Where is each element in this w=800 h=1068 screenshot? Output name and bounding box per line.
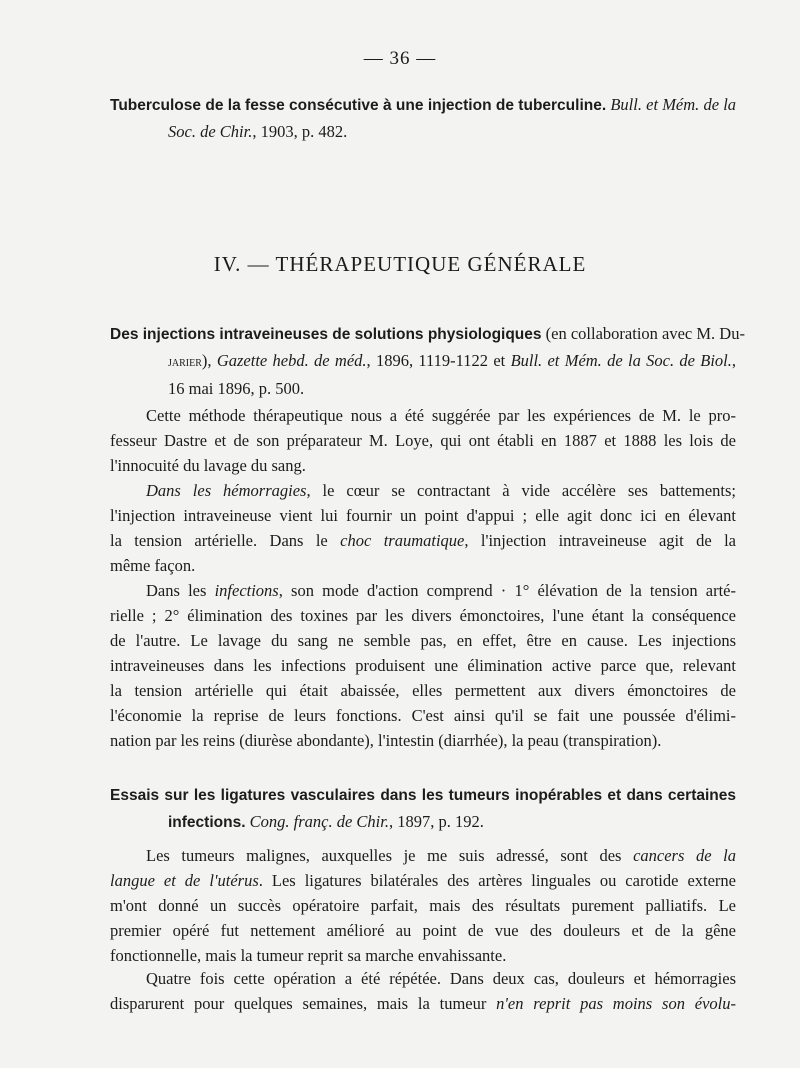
p2-line-3-b: , l'injection intraveineuse agit de la bbox=[464, 531, 736, 550]
p5-line-2 bbox=[110, 991, 736, 1016]
entry-1-ref: Bull. et Mém. de la bbox=[610, 95, 737, 114]
p2-line-1 bbox=[110, 478, 736, 503]
entry-1-ref-pages: , 1903, p. 482. bbox=[252, 122, 348, 141]
entry-3-ref-pages: , 1897, p. 192. bbox=[388, 812, 484, 831]
p1-line-3: l'innocuité du lavage du sang. bbox=[110, 456, 306, 475]
p3-line-1-b: , son mode d'action comprend · 1° élévation de la tension arté- bbox=[278, 581, 736, 600]
p3-line-1 bbox=[110, 578, 736, 603]
entry-2-line-2 bbox=[110, 348, 736, 376]
p3-italic-term: infections bbox=[214, 581, 279, 600]
entry-2-journal-1: Gazette hebd. de méd. bbox=[216, 351, 367, 370]
p4-line-1-a: Les tumeurs malignes, auxquelles je me suis adressé, sont des bbox=[146, 846, 634, 865]
p4-line-4: premier opéré fut nettement amélioré au point de vue des douleurs et de la gêne bbox=[110, 921, 736, 940]
entry-1-line-1 bbox=[110, 92, 736, 119]
p2-line-2: l'injection intraveineuse vient lui fournir un point d'appui ; elle agit donc ici en élevant bbox=[110, 506, 736, 525]
p2-italic-term-2: choc traumatique bbox=[340, 531, 465, 550]
p4-line-2 bbox=[110, 868, 736, 893]
paragraph-2 bbox=[110, 478, 736, 578]
entry-2-title: Des injections intraveineuses de solutions physiologiques bbox=[110, 326, 542, 343]
entry-1-line-2 bbox=[110, 119, 736, 145]
p2-line-1-rest: , le cœur se contractant à vide accélère ses battements; bbox=[306, 481, 736, 500]
p4-italic-1: cancers de la bbox=[633, 846, 736, 865]
p3-line-7: nation par les reins (diurèse abondante), l'intestin (diarrhée), la peau (transpiration). bbox=[110, 731, 662, 750]
p5-line-2-a: disparurent pour quelques semaines, mais la tumeur bbox=[110, 994, 497, 1013]
entry-2-author-sc: jarier bbox=[168, 355, 202, 370]
entry-3-line-2 bbox=[110, 809, 736, 836]
p1-line-2: fesseur Dastre et de son préparateur M. Loye, qui ont établi en 1887 et 1888 les lois de bbox=[110, 431, 736, 450]
page-number: — 36 — bbox=[363, 48, 437, 69]
p2-italic-term: Dans les hémorragies bbox=[146, 481, 307, 500]
entry-3-title-line-1: Essais sur les ligatures vasculaires dans les tumeurs inopérables et dans certaines bbox=[110, 787, 736, 804]
p4-italic-2: langue et de l'utérus bbox=[110, 871, 259, 890]
entry-2-sep-c: , bbox=[731, 351, 736, 370]
paragraph-3 bbox=[110, 578, 736, 753]
entry-2-line-1 bbox=[110, 321, 745, 348]
paragraph-5 bbox=[110, 966, 736, 1016]
entry-2-line-3: 16 mai 1896, p. 500. bbox=[168, 379, 305, 398]
p2-line-3 bbox=[110, 528, 736, 553]
p3-line-2: rielle ; 2° élimination des toxines par les divers émonctoires, l'une étant la conséquence bbox=[110, 606, 736, 625]
p2-line-3-a: la tension artérielle. Dans le bbox=[110, 531, 341, 550]
entry-3-ref: Cong. franç. de Chir. bbox=[249, 812, 389, 831]
p4-line-1 bbox=[110, 843, 736, 868]
bibliography-entry-3 bbox=[110, 782, 736, 836]
p3-line-1-a: Dans les bbox=[146, 581, 215, 600]
p4-line-3: m'ont donné un succès opératoire parfait, mais des résultats purement palliatifs. Le bbox=[110, 896, 736, 915]
entry-2-collab: (en collaboration avec M. Du- bbox=[541, 324, 745, 343]
p5-italic: n'en reprit pas moins son évolu- bbox=[496, 994, 736, 1013]
bibliography-entry-1 bbox=[110, 92, 736, 145]
p4-line-2-rest: . Les ligatures bilatérales des artères linguales ou carotide externe bbox=[258, 871, 736, 890]
p3-line-3: de l'autre. Le lavage du sang ne semble pas, en effet, être en cause. Les injections bbox=[110, 631, 736, 650]
entry-2-sep-a: ), bbox=[201, 351, 217, 370]
p1-line-1: Cette méthode thérapeutique nous a été suggérée par les expériences de M. le pro- bbox=[146, 406, 736, 425]
p2-line-4: même façon. bbox=[110, 556, 196, 575]
p3-line-6: l'économie la reprise de leurs fonctions. C'est ainsi qu'il se fait une poussée d'élimi- bbox=[110, 706, 736, 725]
entry-2-sep-b: , 1896, 1119-1122 et bbox=[366, 351, 511, 370]
p3-line-4: intraveineuses dans les infections produisent une élimination active parce que, relevant bbox=[110, 656, 736, 675]
entry-1-ref-journal: Soc. de Chir. bbox=[168, 122, 253, 141]
section-heading: IV. — THÉRAPEUTIQUE GÉNÉRALE bbox=[213, 252, 587, 276]
entry-3-line-1 bbox=[110, 782, 736, 809]
entry-2-journal-2: Bull. et Mém. de la Soc. de Biol. bbox=[510, 351, 732, 370]
p4-line-5: fonctionnelle, mais la tumeur reprit sa marche envahissante. bbox=[110, 946, 507, 965]
entry-1-title: Tuberculose de la fesse consécutive à une injection de tuberculine. bbox=[110, 97, 607, 114]
paragraph-4 bbox=[110, 843, 736, 968]
p3-line-5: la tension artérielle qui était abaissée, elles permettent aux divers émonctoires de bbox=[110, 681, 736, 700]
entry-3-title-line-2: infections. bbox=[168, 814, 246, 831]
bibliography-entry-2 bbox=[110, 321, 745, 402]
p5-line-1: Quatre fois cette opération a été répétée. Dans deux cas, douleurs et hémorragies bbox=[146, 969, 736, 988]
paragraph-1 bbox=[110, 403, 736, 478]
